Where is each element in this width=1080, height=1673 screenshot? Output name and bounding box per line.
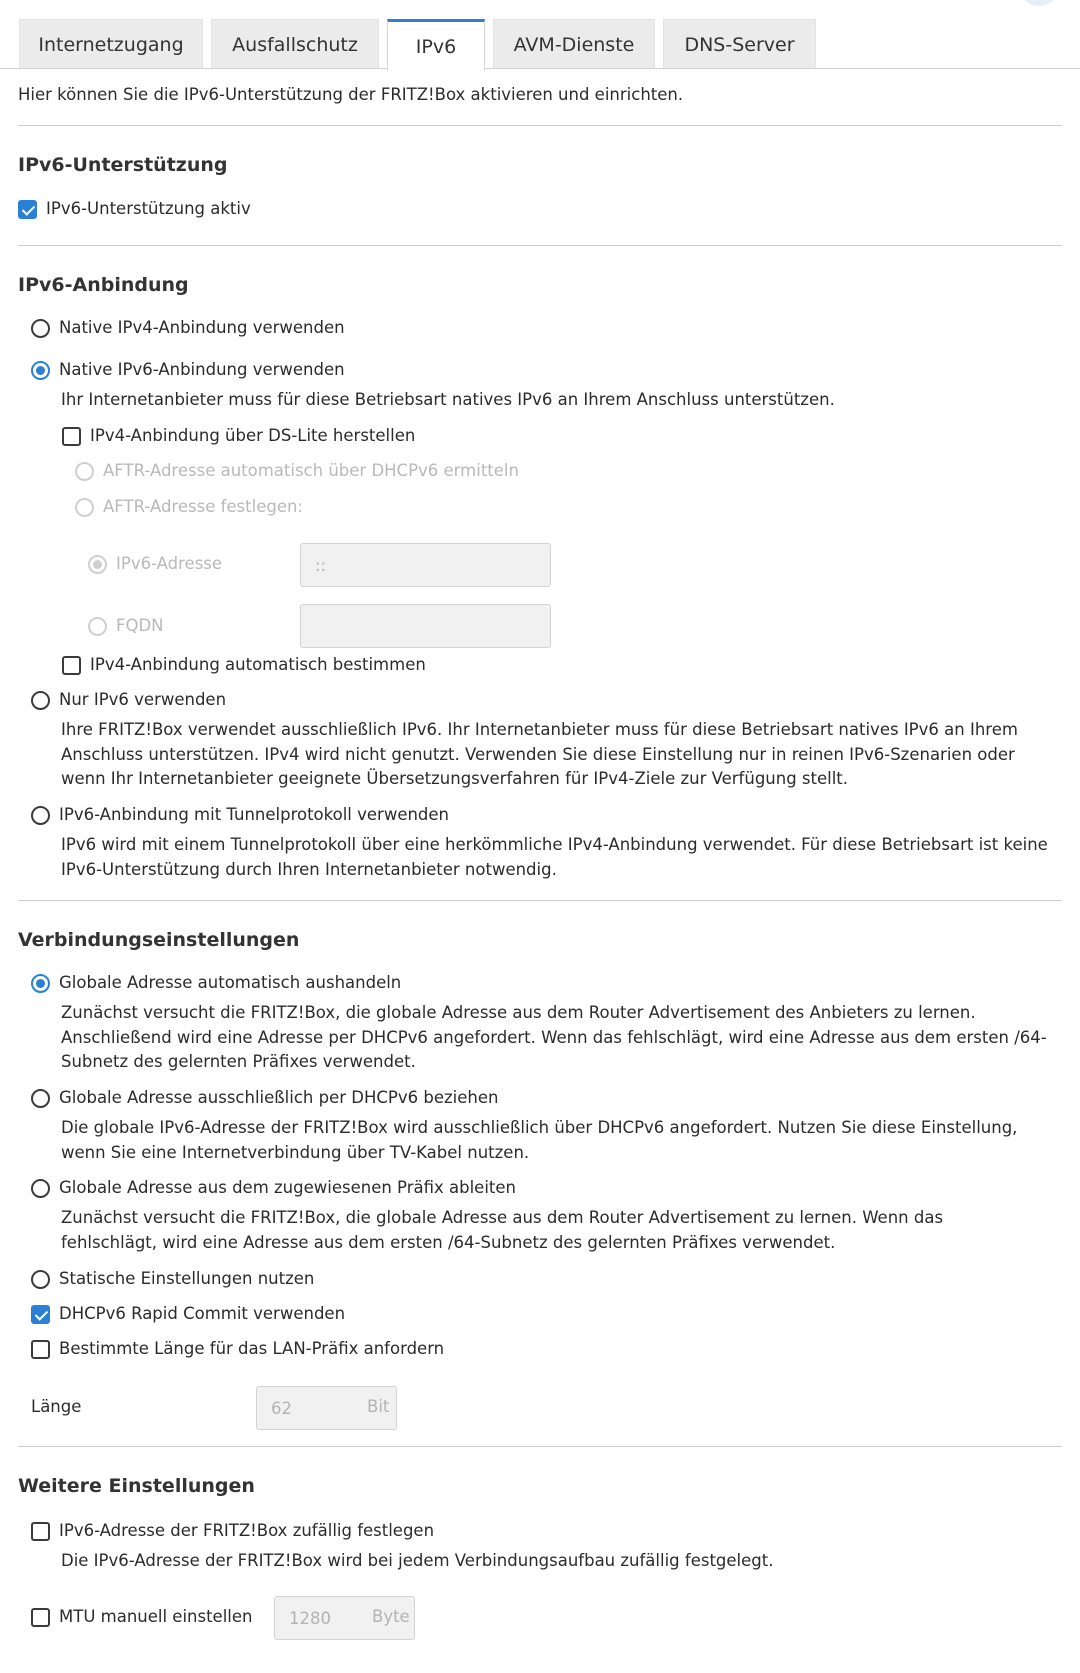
native-ipv4-label: Native IPv4-Anbindung verwenden: [59, 318, 345, 337]
length-label: Länge: [31, 1397, 82, 1416]
tab-avm-dienste[interactable]: AVM-Dienste: [493, 19, 655, 69]
native-ipv6-radio[interactable]: [31, 361, 50, 380]
tab-bar-divider: [0, 68, 1080, 69]
random-address-label: IPv6-Adresse der FRITZ!Box zufällig festlegen: [59, 1521, 435, 1540]
dhcpv6-only-description: Die globale IPv6-Adresse der FRITZ!Box wird ausschließlich über DHCPv6 angefordert. Nutzen Sie diese Einstellung, wenn Sie eine Internetverbindung über TV-Kabel nutzen.: [61, 1118, 1018, 1162]
section-divider: [18, 900, 1062, 901]
from-prefix-radio[interactable]: [31, 1179, 50, 1198]
tab-internetzugang[interactable]: Internetzugang: [19, 19, 203, 69]
dslite-checkbox[interactable]: [62, 427, 81, 446]
aftr-set-radio[interactable]: [75, 498, 94, 517]
native-ipv4-radio[interactable]: [31, 319, 50, 338]
aftr-ipv6-address-radio[interactable]: [88, 555, 107, 574]
mtu-checkbox[interactable]: [31, 1608, 50, 1627]
ipv6-support-label: IPv6-Unterstützung aktiv: [46, 199, 251, 218]
aftr-fqdn-label: FQDN: [116, 616, 164, 635]
aftr-auto-label: AFTR-Adresse automatisch über DHCPv6 ermitteln: [103, 461, 519, 480]
section-divider: [18, 1446, 1062, 1447]
mtu-label: MTU manuell einstellen: [59, 1607, 253, 1626]
aftr-ipv6-address-label: IPv6-Adresse: [116, 554, 223, 573]
section-heading-further: Weitere Einstellungen: [18, 1475, 255, 1497]
native-ipv6-label: Native IPv6-Anbindung verwenden: [59, 360, 345, 379]
ipv4-auto-label: IPv4-Anbindung automatisch bestimmen: [90, 655, 426, 674]
native-ipv6-description: Ihr Internetanbieter muss für diese Betriebsart natives IPv6 an Ihrem Anschluss unterstützen.: [61, 390, 835, 409]
ipv4-auto-checkbox[interactable]: [62, 656, 81, 675]
section-divider: [18, 125, 1062, 126]
aftr-auto-radio[interactable]: [75, 462, 94, 481]
only-ipv6-radio[interactable]: [31, 691, 50, 710]
mtu-input[interactable]: 1280: [274, 1596, 415, 1640]
section-heading-binding: IPv6-Anbindung: [18, 274, 189, 296]
tunnel-description: IPv6 wird mit einem Tunnelprotokoll über eine herkömmliche IPv4-Anbindung verwendet. Für diese Betriebsart ist keine IPv6-Unterstützung durch Ihren Internetanbieter notwendig.: [61, 835, 1048, 879]
random-address-checkbox[interactable]: [31, 1522, 50, 1541]
section-heading-connection: Verbindungseinstellungen: [18, 929, 300, 951]
tunnel-label: IPv6-Anbindung mit Tunnelprotokoll verwenden: [59, 805, 450, 824]
rapid-commit-label: DHCPv6 Rapid Commit verwenden: [59, 1304, 346, 1323]
prefix-length-checkbox[interactable]: [31, 1340, 50, 1359]
aftr-set-label: AFTR-Adresse festlegen:: [103, 497, 303, 516]
aftr-fqdn-input[interactable]: [300, 604, 551, 648]
aftr-fqdn-radio[interactable]: [88, 617, 107, 636]
from-prefix-description: Zunächst versucht die FRITZ!Box, die globale Adresse aus dem Router Advertisement zu lernen. Wenn das fehlschlägt, wird eine Adresse aus dem ersten /64-Subnetz des gelernten Präfixes verwendet.: [61, 1208, 944, 1252]
only-ipv6-description: Ihre FRITZ!Box verwendet ausschließlich IPv6. Ihr Internetanbieter muss für diese Betriebsart natives IPv6 an Ihrem Anschluss unterstützen. IPv4 wird nicht genutzt. Verwenden Sie diese Einstellung nur in reinen IPv6-Szenarien oder wenn Ihr Internetanbieter geeignete Übersetzungsverfahren für IPv4-Ziele zur Verfügung stellt.: [61, 720, 1018, 788]
dhcpv6-only-label: Globale Adresse ausschließlich per DHCPv6 beziehen: [59, 1088, 499, 1107]
auto-negotiate-radio[interactable]: [31, 974, 50, 993]
only-ipv6-label: Nur IPv6 verwenden: [59, 690, 227, 709]
static-settings-label: Statische Einstellungen nutzen: [59, 1269, 315, 1288]
tab-ipv6[interactable]: IPv6: [387, 19, 485, 71]
rapid-commit-checkbox[interactable]: [31, 1305, 50, 1324]
random-address-description: Die IPv6-Adresse der FRITZ!Box wird bei jedem Verbindungsaufbau zufällig festgelegt.: [61, 1551, 774, 1570]
tab-dns-server[interactable]: DNS-Server: [663, 19, 816, 69]
user-avatar[interactable]: [1018, 0, 1060, 6]
ipv6-support-checkbox[interactable]: [18, 200, 37, 219]
tab-ausfallschutz[interactable]: Ausfallschutz: [211, 19, 379, 69]
aftr-ipv6-address-input[interactable]: ::: [300, 543, 551, 587]
tunnel-radio[interactable]: [31, 806, 50, 825]
auto-negotiate-label: Globale Adresse automatisch aushandeln: [59, 973, 402, 992]
auto-negotiate-description: Zunächst versucht die FRITZ!Box, die globale Adresse aus dem Router Advertisement des Anbieters zu lernen. Anschließend wird eine Adresse per DHCPv6 angefordert. Wenn das fehlschlägt, wird eine Adresse aus dem ersten /64-Subnetz des gelernten Präfixes verwendet.: [61, 1003, 1047, 1071]
dslite-label: IPv4-Anbindung über DS-Lite herstellen: [90, 426, 416, 445]
prefix-length-label: Bestimmte Länge für das LAN-Präfix anfordern: [59, 1339, 445, 1358]
length-input[interactable]: 62: [256, 1386, 397, 1430]
length-unit: Bit: [367, 1397, 390, 1416]
static-settings-radio[interactable]: [31, 1270, 50, 1289]
dhcpv6-only-radio[interactable]: [31, 1089, 50, 1108]
from-prefix-label: Globale Adresse aus dem zugewiesenen Präfix ableiten: [59, 1178, 516, 1197]
mtu-unit: Byte: [372, 1607, 410, 1626]
intro-text: Hier können Sie die IPv6-Unterstützung der FRITZ!Box aktivieren und einrichten.: [18, 85, 684, 104]
section-heading-support: IPv6-Unterstützung: [18, 154, 228, 176]
section-divider: [18, 245, 1062, 246]
